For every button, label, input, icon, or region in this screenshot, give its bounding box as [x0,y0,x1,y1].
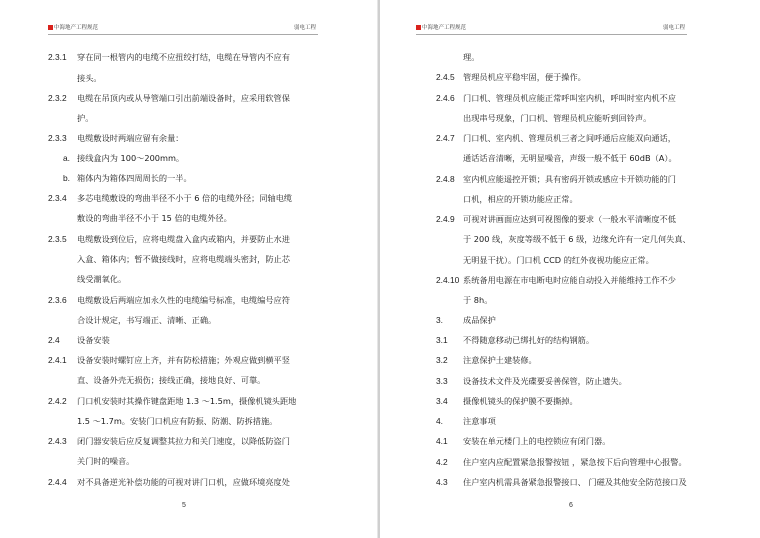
clause-text: 住户室内机需具备紧急报警接口、 门磁及其他安全防范接口及 [463,477,687,487]
clause-text: 门口机、管理员机应能正常呼叫室内机，呼叫时室内机不应 [463,93,676,103]
clause-text: 门口机安装时其操作键盘距地 1.3 ～1.5m，摄像机镜头距地 [77,396,297,406]
list-marker: b. [63,173,70,183]
clause-number: 2.4.10 [436,275,460,285]
page-number: 6 [569,502,573,509]
clause-text: 箱体内为箱体四周周长的一半。 [77,173,192,183]
page-number: 5 [182,502,186,509]
section-number: 2.4 [48,335,60,345]
clause-text: 于 200 线，灰度等级不低于 6 级，边缘允许有一定几何失真、 [463,234,691,244]
clause-number: 2.4.5 [436,72,455,82]
section-number: 3. [436,315,443,325]
clause-text: 对不具备逆光补偿功能的可视对讲门口机，应做环境亮度处 [77,477,290,487]
company-logo-icon [416,25,421,30]
clause-text: 通话话音清晰，无明显噪音，声级一般不低于 60dB（A）。 [463,153,677,163]
clause-number: 3.4 [436,396,448,406]
clause-text: 电缆敷设到位后，应将电缆盘入盒内或箱内，并要防止水进 [77,234,290,244]
clause-number: 4.1 [436,436,448,446]
clause-number: 2.3.5 [48,234,67,244]
clause-text: 无明显干扰）。门口机 CCD 的红外夜视功能应正常。 [463,255,654,265]
clause-text: 口机，相应的开锁功能应正常。 [463,194,578,204]
page-header [416,24,687,35]
clause-number: 2.3.2 [48,93,67,103]
clause-text: 摄像机镜头的保护膜不要撕掉。 [463,396,578,406]
header-section: 弱电工程 [293,25,316,31]
clause-text: 合设计规定，书写端正、清晰、正确。 [77,315,217,325]
clause-text: 1.5 ～1.7m。安装门口机应有防振、防潮、防拆措施。 [77,416,278,426]
section-number: 4. [436,416,443,426]
clause-text: 可视对讲画面应达到可视图像的要求（一般水平清晰度不低 [463,214,676,224]
clause-number: 4.3 [436,477,448,487]
page-header [48,24,318,35]
clause-text: 设备技术文件及光碟要妥善保管，防止遗失。 [463,376,627,386]
clause-text: 门口机、室内机、管理员机三者之间呼通后应能双向通话， [463,133,676,143]
clause-number: 2.4.8 [436,174,455,184]
clause-number: 2.4.1 [48,355,67,365]
clause-text: 于 8h。 [463,295,493,305]
clause-number: 4.2 [436,457,448,467]
clause-number: 2.4.6 [436,93,455,103]
clause-number: 2.3.3 [48,133,67,143]
clause-number: 2.4.4 [48,477,67,487]
page-6 [380,0,760,538]
header-brand: 中海地产工程规范 [48,24,98,32]
section-title: 注意事项 [463,416,496,426]
clause-text: 出现串号现象，门口机、管理员机应能听到回铃声。 [463,113,652,123]
clause-text: 护。 [77,113,94,123]
section-title: 成品保护 [463,315,496,325]
clause-number: 2.4.3 [48,436,67,446]
clause-text: 注意保护土建装修。 [463,355,537,365]
clause-text: 系统备用电源在市电断电时应能自动投入并能维持工作不少 [463,275,676,285]
list-marker: a. [63,153,70,163]
clause-text: 电缆敷设后两端应加永久性的电缆编号标准，电缆编号应符 [77,295,290,305]
clause-text: 安装在单元楼门上的电控锁应有闭门器。 [463,436,611,446]
clause-text: 电缆在吊顶内或从导管端口引出前端设备时，应采用软管保 [77,93,290,103]
clause-number: 2.4.9 [436,214,455,224]
clause-text: 直、设备外壳无损伤；接线正确，接地良好、可靠。 [77,375,266,385]
clause-text: 入盒、箱体内；暂不做接线时，应将电缆端头密封，防止芯 [77,254,290,264]
clause-text: 电缆敷设时两端应留有余量： [77,133,184,143]
clause-number: 3.2 [436,355,448,365]
clause-text: 敷设的弯曲半径不小于 15 倍的电缆外径。 [77,213,232,223]
clause-text: 多芯电缆敷设的弯曲半径不小于 6 倍的电缆外径；同轴电缆 [77,193,293,203]
clause-text: 设备安装时螺钉应上齐，并有防松措施；外观应做到横平竖 [77,355,290,365]
clause-number: 2.3.4 [48,193,67,203]
clause-text: 穿在同一根管内的电缆不应扭绞打结，电缆在导管内不应有 [77,52,290,62]
clause-text: 闭门器安装后应反复调整其拉力和关门速度，以降低防盗门 [77,436,290,446]
section-title: 设备安装 [77,335,110,345]
clause-text: 理。 [463,52,480,62]
clause-text: 管理员机应平稳牢固，便于操作。 [463,72,586,82]
clause-text: 住户室内应配置紧急报警按钮 ，紧急按下后向管理中心报警。 [463,457,687,467]
clause-text: 室内机应能遥控开锁；具有密码开锁或感应卡开锁功能的门 [463,174,676,184]
clause-text: 线受潮氧化。 [77,274,127,284]
clause-number: 2.3.6 [48,295,67,305]
clause-text: 接线盒内为 100～200mm。 [77,153,185,163]
clause-text: 接头。 [77,73,102,83]
header-section: 弱电工程 [662,25,685,31]
header-brand: 中海地产工程规范 [416,24,466,32]
company-logo-icon [48,25,53,30]
clause-text: 不得随意移动已绑扎好的结构钢筋。 [463,335,595,345]
clause-number: 2.4.7 [436,133,455,143]
clause-number: 3.1 [436,335,448,345]
clause-text: 关门时的噪音。 [77,456,135,466]
clause-number: 3.3 [436,376,448,386]
clause-number: 2.3.1 [48,52,67,62]
page-5 [0,0,378,538]
clause-number: 2.4.2 [48,396,67,406]
